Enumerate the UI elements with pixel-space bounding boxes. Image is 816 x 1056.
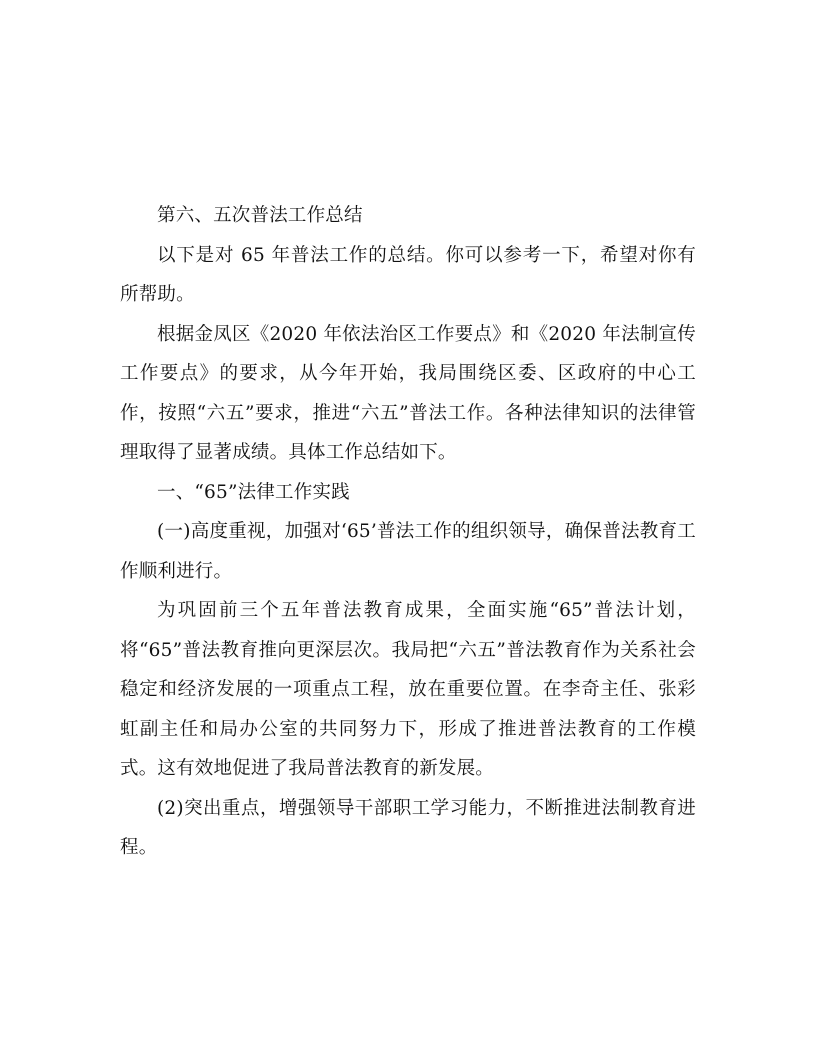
intro-paragraph: 以下是对 65 年普法工作的总结。你可以参考一下，希望对你有所帮助。 <box>120 244 696 305</box>
heading-practice: 一、“65”法律工作实践 <box>157 481 350 503</box>
section-title: 第六、五次普法工作总结 <box>157 205 363 226</box>
document-body <box>120 196 696 868</box>
subheading-1: (一)高度重视，加强对‘65’普法工作的组织领导，确保普法教育工作顺利进行。 <box>120 521 696 582</box>
background-paragraph: 根据金凤区《2020 年依法治区工作要点》和《2020 年法制宣传工作要点》的要求，从今年开始，我局围绕区委、区政府的中心工作，按照“六五”要求，推进“六五”普法工作。各种法律知识的法律管理取得了显著成绩。具体工作总结如下。 <box>120 323 696 463</box>
subheading-2: (2)突出重点，增强领导干部职工学习能力，不断推进法制教育进程。 <box>120 797 696 858</box>
body-paragraph: 为巩固前三个五年普法教育成果，全面实施“65”普法计划，将“65”普法教育推向更深层次。我局把“六五”普法教育作为关系社会稳定和经济发展的一项重点工程，放在重要位置。在李奇主任、张彩虹副主任和局办公室的共同努力下，形成了推进普法教育的工作模式。这有效地促进了我局普法教育的新发展。 <box>120 600 696 779</box>
